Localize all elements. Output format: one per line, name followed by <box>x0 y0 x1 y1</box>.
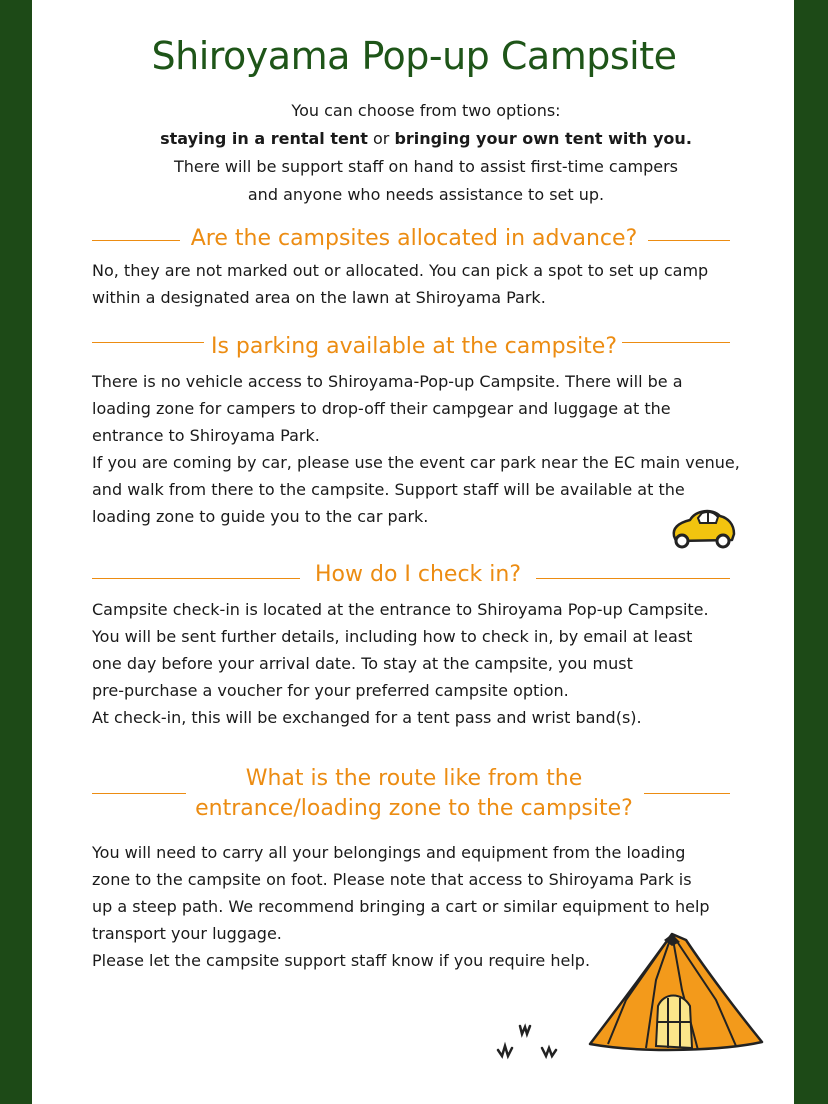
answer-line: loading zone for campers to drop-off their campgear and luggage at the <box>92 399 671 418</box>
section-4-question-line-2: entrance/loading zone to the campsite? <box>195 796 633 821</box>
answer-line: zone to the campsite on foot. Please note that access to Shiroyama Park is <box>92 870 692 889</box>
answer-line: Campsite check-in is located at the entrance to Shiroyama Pop-up Campsite. <box>92 600 709 619</box>
grass-icon <box>496 1022 566 1062</box>
intro <box>60 97 792 209</box>
answer-line: If you are coming by car, please use the event car park near the EC main venue, <box>92 453 740 472</box>
answer-line: up a steep path. We recommend bringing a cart or similar equipment to help <box>92 897 710 916</box>
section-3-rule-left <box>92 578 300 579</box>
section-1-rule-right <box>648 240 730 241</box>
tent-icon <box>586 930 766 1060</box>
intro-line-2 <box>60 125 792 153</box>
rental-tent-option: staying in a rental tent <box>160 129 368 148</box>
section-2-rule-right <box>622 342 730 343</box>
answer-line: entrance to Shiroyama Park. <box>92 426 320 445</box>
answer-line: transport your luggage. <box>92 924 282 943</box>
answer-line: At check-in, this will be exchanged for a tent pass and wrist band(s). <box>92 708 642 727</box>
own-tent-option: bringing your own tent with you. <box>394 129 692 148</box>
answer-line: You will need to carry all your belongings and equipment from the loading <box>92 843 686 862</box>
section-4-question-line-1: What is the route like from the <box>245 766 583 791</box>
intro-connector: or <box>367 129 395 148</box>
section-2-rule-left <box>92 342 204 343</box>
section-4-rule-right <box>644 793 730 794</box>
answer-line: Please let the campsite support staff know if you require help. <box>92 951 591 970</box>
section-1-rule-left <box>92 240 180 241</box>
answer-line: There is no vehicle access to Shiroyama-Pop-up Campsite. There will be a <box>92 372 683 391</box>
page-title: Shiroyama Pop-up Campsite <box>151 34 677 78</box>
intro-line-1: You can choose from two options: <box>291 101 561 120</box>
intro-line-4: and anyone who needs assistance to set up. <box>247 185 605 204</box>
car-icon <box>668 504 738 550</box>
section-4-question <box>190 764 638 824</box>
answer-line: pre-purchase a voucher for your preferred campsite option. <box>92 681 569 700</box>
section-4-rule-left <box>92 793 186 794</box>
answer-line: within a designated area on the lawn at Shiroyama Park. <box>92 288 546 307</box>
section-1-question: Are the campsites allocated in advance? <box>190 226 638 251</box>
answer-line: You will be sent further details, including how to check in, by email at least <box>92 627 693 646</box>
answer-line: No, they are not marked out or allocated. You can pick a spot to set up camp <box>92 261 709 280</box>
section-3-rule-right <box>536 578 730 579</box>
section-1-answer <box>92 257 757 311</box>
section-2-question: Is parking available at the campsite? <box>210 334 618 359</box>
answer-line: and walk from there to the campsite. Support staff will be available at the <box>92 480 685 499</box>
section-3-question: How do I check in? <box>314 562 522 587</box>
section-2-answer <box>92 368 757 530</box>
answer-line: loading zone to guide you to the car park. <box>92 507 429 526</box>
intro-line-3: There will be support staff on hand to assist first-time campers <box>173 157 679 176</box>
answer-line: one day before your arrival date. To stay at the campsite, you must <box>92 654 633 673</box>
right-border <box>794 0 828 1104</box>
section-3-answer <box>92 596 757 731</box>
left-border <box>0 0 32 1104</box>
